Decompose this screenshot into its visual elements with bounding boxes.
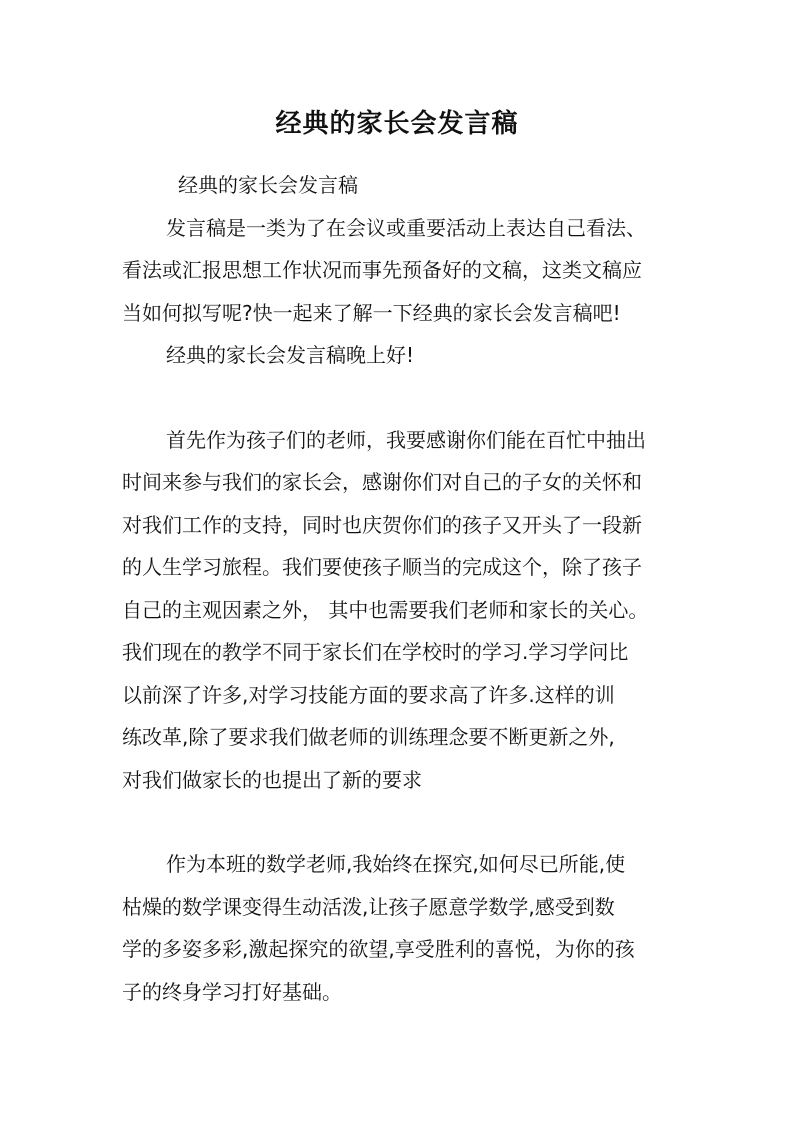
paragraph-gap bbox=[122, 377, 682, 419]
intro-paragraph bbox=[122, 207, 682, 335]
text-line: 时间来参与我们的家长会，感谢你们对自己的子女的关怀和 bbox=[122, 470, 642, 494]
text-line: 作为本班的数学老师,我始终在探究,如何尽已所能,使 bbox=[166, 852, 626, 876]
body-paragraph-1 bbox=[122, 419, 682, 802]
text-line: 经典的家长会发言稿晚上好! bbox=[166, 343, 415, 367]
document-body bbox=[122, 164, 682, 1013]
text-line: 我们现在的教学不同于家长们在学校时的学习.学习学问比 bbox=[122, 640, 629, 664]
paragraph-gap bbox=[122, 801, 682, 843]
text-line: 枯燥的数学课变得生动活泼,让孩子愿意学数学,感受到数 bbox=[122, 894, 615, 919]
text-line: 首先作为孩子们的老师，我要感谢你们能在百忙中抽出 bbox=[166, 427, 646, 452]
text-line: 对我们做家长的也提出了新的要求 bbox=[122, 767, 422, 792]
text-line: 发言稿是一类为了在会议或重要活动上表达自己看法、 bbox=[166, 215, 646, 240]
text-line: 自己的主观因素之外， 其中也需要我们老师和家长的关心。 bbox=[122, 597, 649, 622]
document-title: 经典的家长会发言稿 bbox=[275, 109, 519, 139]
text-line: 子的终身学习打好基础。 bbox=[122, 979, 342, 1004]
text-line: 以前深了许多,对学习技能方面的要求高了许多.这样的训 bbox=[122, 682, 615, 707]
text-line: 学的多姿多彩,激起探究的欲望,享受胜利的喜悦，为你的孩 bbox=[122, 937, 635, 961]
text-line: 对我们工作的支持，同时也庆贺你们的孩子又开头了一段新 bbox=[122, 512, 642, 537]
text-line: 看法或汇报思想工作状况而事先预备好的文稿，这类文稿应 bbox=[122, 258, 642, 282]
subtitle-paragraph bbox=[122, 164, 682, 207]
text-line: 练改革,除了要求我们做老师的训练理念要不断更新之外, bbox=[122, 725, 615, 749]
text-line: 的人生学习旅程。我们要使孩子顺当的完成这个，除了孩子 bbox=[122, 555, 642, 579]
greeting-paragraph bbox=[122, 334, 682, 377]
subtitle-line: 经典的家长会发言稿 bbox=[178, 173, 358, 197]
text-line: 当如何拟写呢?快一起来了解一下经典的家长会发言稿吧! bbox=[122, 300, 621, 325]
body-paragraph-2 bbox=[122, 843, 682, 1013]
